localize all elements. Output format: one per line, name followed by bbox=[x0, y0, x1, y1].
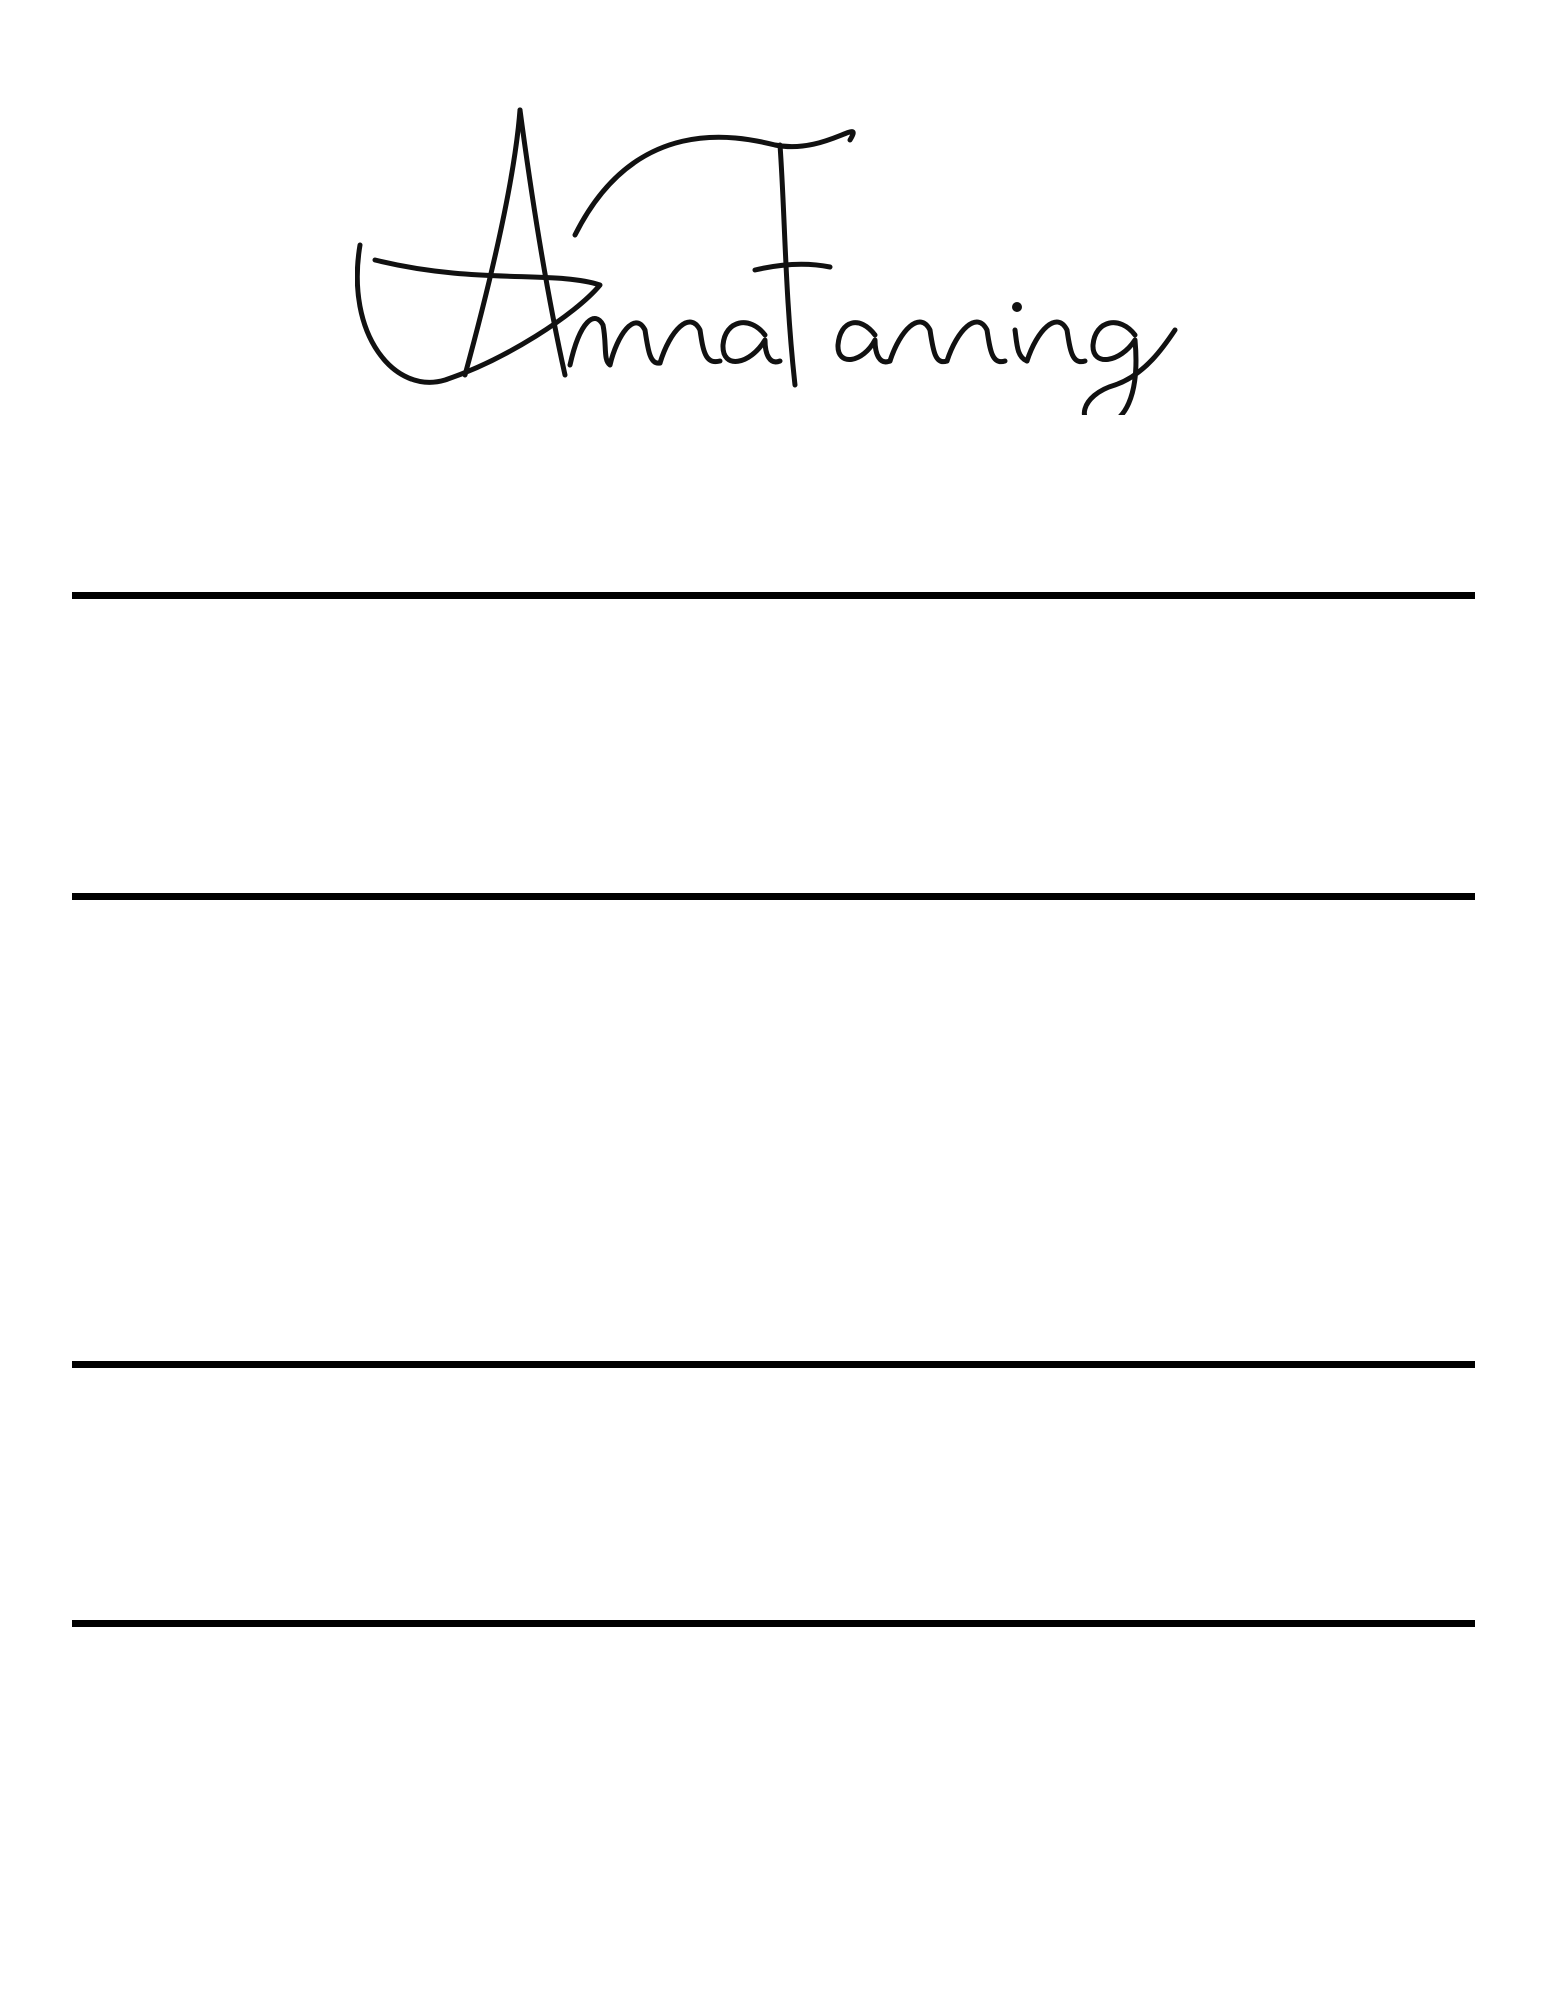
signature-name-logo bbox=[355, 95, 1185, 415]
section-divider bbox=[72, 1361, 1475, 1368]
section-divider bbox=[72, 592, 1475, 599]
section-divider bbox=[72, 893, 1475, 900]
section-divider bbox=[72, 1620, 1475, 1627]
